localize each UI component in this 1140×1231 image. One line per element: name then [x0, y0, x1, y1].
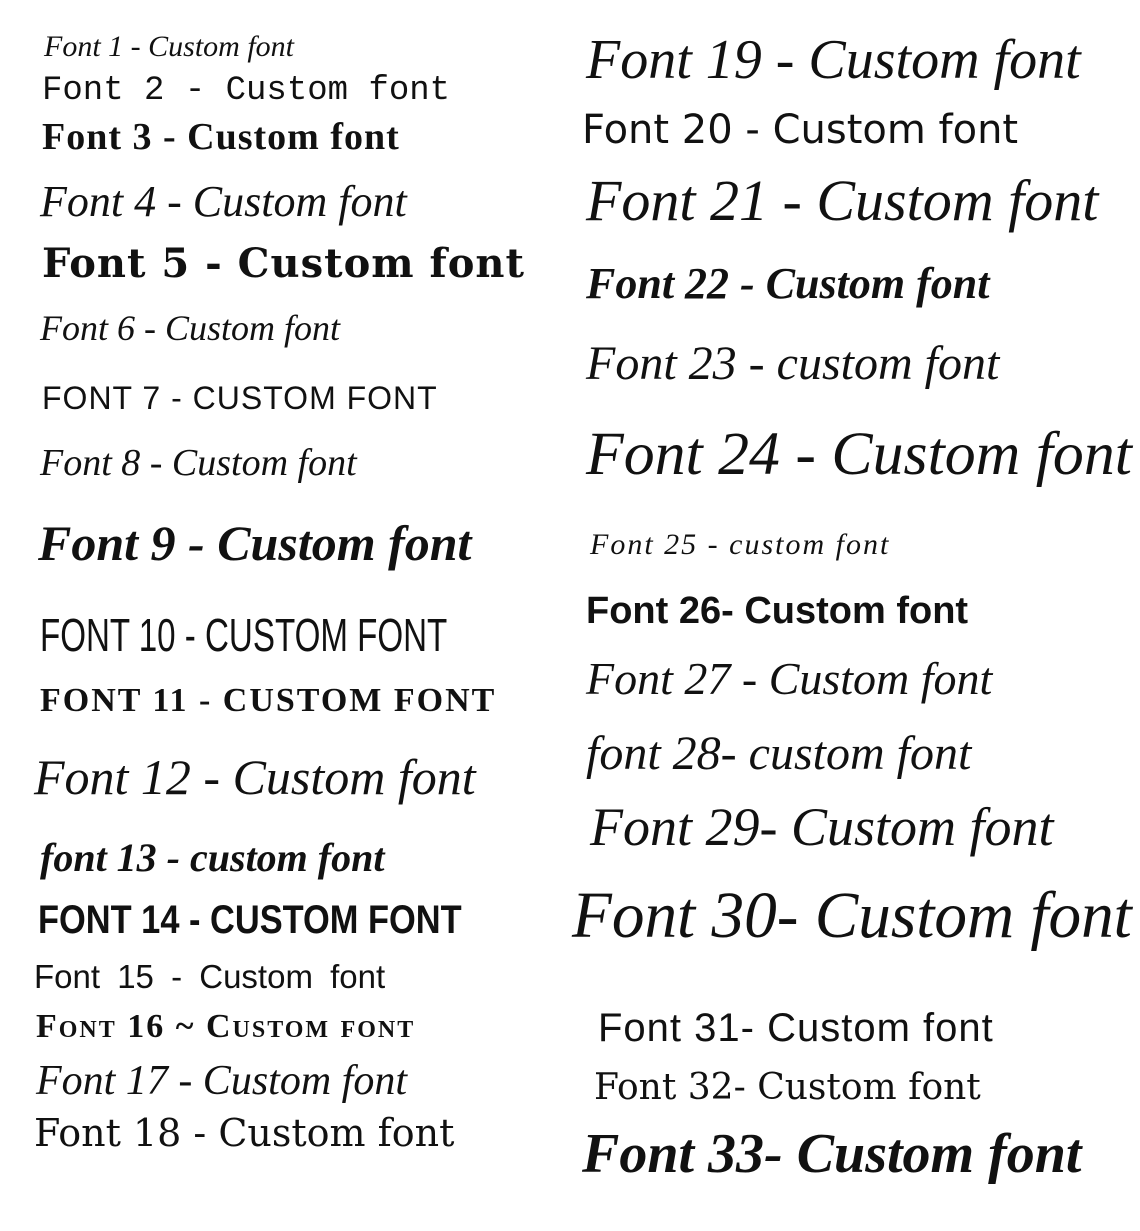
font-sample-27: Font 27 - Custom font	[586, 653, 993, 704]
font-sample-26: Font 26- Custom font	[586, 590, 969, 632]
font-sample-13: font 13 - custom font	[40, 835, 385, 880]
font-sample-22: Font 22 - Custom font	[586, 259, 990, 308]
font-sample-23: Font 23 - custom font	[586, 337, 1000, 390]
font-sample-12: Font 12 - Custom font	[34, 749, 476, 805]
font-sample-6: Font 6 - Custom font	[40, 308, 341, 348]
font-sample-14: FONT 14 - CUSTOM FONT	[38, 898, 462, 942]
font-sample-3: Font 3 - Custom font	[42, 116, 400, 158]
font-sample-7: FONT 7 - CUSTOM FONT	[42, 380, 438, 416]
font-sample-15: Font 15 - Custom font	[34, 958, 386, 995]
font-sample-18: Font 18 - Custom font	[34, 1111, 455, 1155]
font-sample-16: Font 16 ~ Custom font	[36, 1008, 416, 1045]
font-sample-19: Font 19 - Custom font	[586, 29, 1081, 91]
font-sample-1: Font 1 - Custom font	[44, 30, 295, 63]
font-sample-32: Font 32- Custom font	[594, 1067, 981, 1108]
font-sample-5: Font 5 - Custom font	[42, 240, 525, 287]
font-sample-24: Font 24 - Custom font	[586, 420, 1132, 488]
font-sample-33: Font 33- Custom font	[582, 1123, 1082, 1185]
font-sample-4: Font 4 - Custom font	[40, 177, 407, 226]
font-sample-31: Font 31- Custom font	[598, 1006, 994, 1050]
font-sample-30: Font 30- Custom font	[572, 880, 1132, 952]
font-sample-8: Font 8 - Custom font	[40, 442, 357, 484]
font-sample-10: FONT 10 - CUSTOM FONT	[40, 609, 448, 661]
font-sample-11: FONT 11 - CUSTOM FONT	[40, 682, 497, 719]
font-sample-2: Font 2 - Custom font	[42, 72, 451, 110]
font-sample-20: Font 20 - Custom font	[582, 107, 1019, 153]
font-sample-29: Font 29- Custom font	[590, 797, 1054, 857]
font-sample-28: font 28- custom font	[586, 727, 972, 780]
font-sample-9: Font 9 - Custom font	[38, 515, 472, 571]
font-sample-25: Font 25 - custom font	[590, 528, 891, 561]
font-sample-17: Font 17 - Custom font	[36, 1058, 408, 1104]
font-sample-21: Font 21 - Custom font	[586, 168, 1099, 233]
